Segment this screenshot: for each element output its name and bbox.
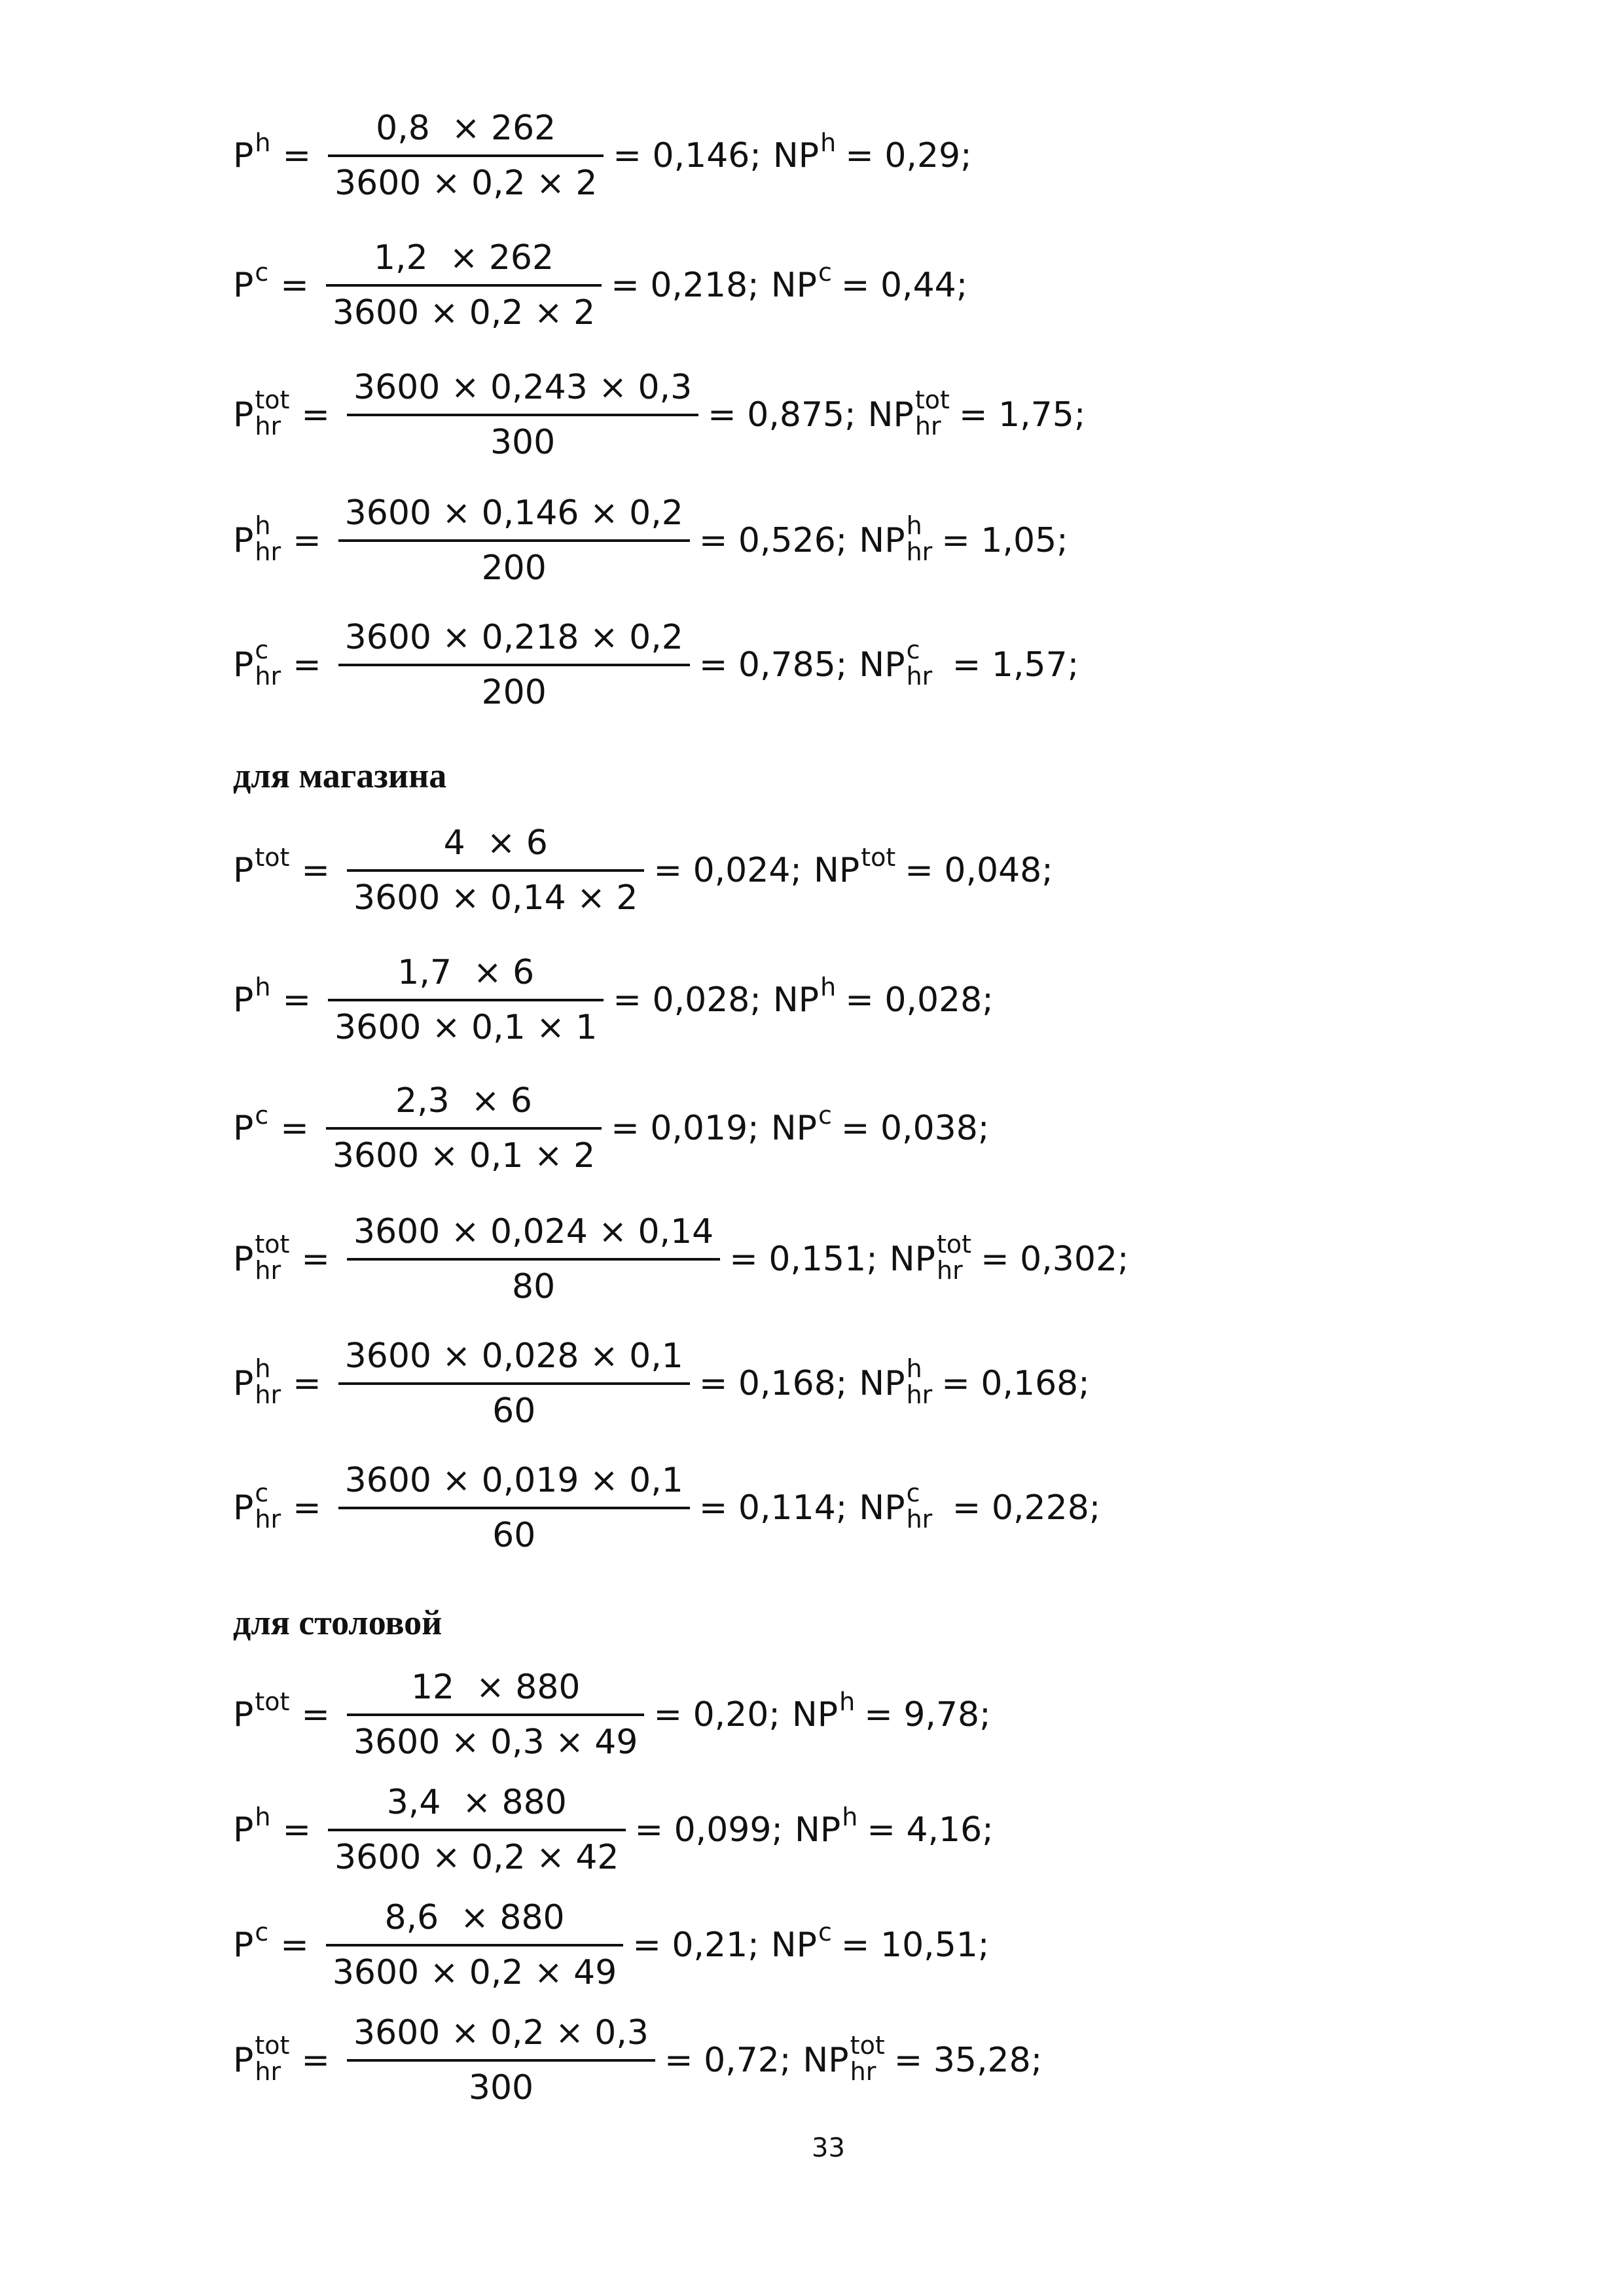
fraction [338, 618, 690, 712]
equals-sign: = [301, 1240, 330, 1279]
p-symbol-base: P [233, 1488, 254, 1528]
result-value: = 0,20; [653, 1695, 780, 1734]
p-symbol-indices [255, 387, 289, 440]
np-symbol-superscript: c [818, 258, 832, 287]
equals-sign: = [280, 1926, 309, 1965]
np-symbol-superscript: h [906, 511, 922, 541]
p-symbol [233, 1101, 269, 1148]
p-symbol-superscript: c [255, 258, 269, 287]
p-symbol-subscript: hr [255, 2057, 281, 2086]
fraction-denominator: 3600 × 0,2 × 2 [334, 164, 598, 203]
equation [233, 368, 1086, 462]
p-symbol-base: P [233, 851, 254, 890]
np-value: = 4,16; [867, 1810, 994, 1850]
np-symbol-superscript: c [906, 636, 920, 665]
fraction-numerator: 4 × 6 [443, 823, 548, 863]
p-symbol-superscript: tot [255, 2031, 290, 2060]
np-value: = 0,302; [981, 1240, 1129, 1279]
p-symbol-base: P [233, 1695, 254, 1734]
fraction [338, 493, 690, 588]
np-symbol [772, 973, 837, 1020]
equals-sign: = [301, 395, 330, 435]
p-symbol [233, 511, 281, 567]
np-symbol-superscript: h [820, 128, 837, 157]
np-symbol-subscript: hr [850, 2057, 876, 2086]
equals-sign: = [293, 1488, 321, 1528]
page-number: 33 [812, 2133, 845, 2163]
fraction-denominator: 300 [468, 2068, 534, 2108]
fraction [328, 1783, 625, 1877]
result-value: = 0,019; [611, 1109, 759, 1148]
np-symbol-base: NP [803, 2041, 849, 2080]
p-symbol [233, 1918, 269, 1965]
p-symbol [233, 258, 269, 305]
fraction-denominator: 3600 × 0,1 × 2 [332, 1136, 596, 1175]
np-symbol-superscript: c [906, 1479, 920, 1508]
fraction [338, 1336, 690, 1431]
equals-sign: = [293, 645, 321, 685]
fraction-denominator: 200 [481, 673, 547, 712]
np-symbol-subscript: hr [906, 1505, 933, 1534]
p-symbol-superscript: tot [255, 843, 290, 872]
result-value: = 0,785; [698, 645, 848, 685]
result-value: = 0,72; [664, 2041, 791, 2080]
equation [233, 1336, 1090, 1431]
np-symbol-indices [907, 1356, 933, 1408]
p-symbol-indices [255, 1356, 281, 1408]
fraction-denominator: 3600 × 0,2 × 49 [332, 1953, 617, 1992]
equation [233, 953, 994, 1047]
p-symbol-base: P [233, 1810, 254, 1850]
fraction-numerator: 3600 × 0,028 × 0,1 [344, 1336, 683, 1376]
fraction-numerator: 3600 × 0,019 × 0,1 [344, 1461, 683, 1500]
p-symbol-subscript: hr [255, 412, 281, 440]
equals-sign: = [301, 1695, 330, 1734]
p-symbol-superscript: c [255, 636, 269, 665]
np-value: = 35,28; [893, 2041, 1043, 2080]
fraction [326, 1898, 623, 1992]
p-symbol [233, 2031, 290, 2087]
np-symbol-superscript: tot [914, 386, 950, 415]
p-symbol [233, 128, 271, 175]
section-heading-shop: для магазина [233, 756, 447, 795]
np-symbol-indices [907, 513, 933, 565]
np-value: = 0,028; [845, 980, 994, 1020]
np-symbol [813, 843, 896, 890]
np-symbol-base: NP [859, 1364, 905, 1403]
result-value: = 0,024; [653, 851, 802, 890]
result-value: = 0,146; [613, 136, 761, 175]
equation [233, 1668, 991, 1762]
fraction-numerator: 8,6 × 880 [384, 1898, 565, 1937]
np-symbol-base: NP [859, 645, 905, 685]
np-symbol-subscript: hr [914, 412, 941, 440]
fraction-numerator: 3600 × 0,243 × 0,3 [353, 368, 693, 407]
np-symbol-subscript: hr [906, 1380, 933, 1409]
equals-sign: = [282, 980, 312, 1020]
result-value: = 0,21; [632, 1926, 759, 1965]
fraction-numerator: 3600 × 0,2 × 0,3 [353, 2013, 649, 2053]
result-value: = 0,218; [611, 266, 759, 305]
equals-sign: = [301, 2041, 330, 2080]
np-symbol-superscript: tot [861, 843, 896, 872]
np-symbol [772, 128, 837, 175]
p-symbol [233, 1230, 290, 1285]
equation [233, 1212, 1129, 1306]
result-value: = 0,526; [698, 521, 848, 560]
np-symbol-base: NP [859, 521, 905, 560]
np-symbol [803, 2031, 885, 2087]
np-value: = 10,51; [840, 1926, 990, 1965]
equals-sign: = [280, 1109, 309, 1148]
np-value: = 0,228; [941, 1488, 1101, 1528]
np-value: = 0,038; [840, 1109, 990, 1148]
equation [233, 1461, 1101, 1555]
np-symbol [889, 1230, 972, 1285]
p-symbol-base: P [233, 521, 254, 560]
np-value: = 0,048; [905, 851, 1053, 890]
np-symbol-superscript: tot [850, 2031, 885, 2060]
np-symbol-superscript: h [842, 1803, 858, 1831]
fraction [328, 953, 604, 1047]
np-symbol-superscript: c [818, 1918, 832, 1946]
p-symbol [233, 1479, 281, 1534]
p-symbol-base: P [233, 395, 254, 435]
equals-sign: = [293, 521, 321, 560]
fraction-denominator: 3600 × 0,14 × 2 [353, 878, 638, 918]
p-symbol-base: P [233, 1926, 254, 1965]
fraction [326, 238, 602, 332]
np-symbol-base: NP [859, 1488, 905, 1528]
np-symbol-indices [937, 1232, 971, 1284]
equation [233, 1898, 990, 1992]
np-symbol-indices [915, 387, 950, 440]
np-symbol-superscript: h [906, 1354, 922, 1384]
np-value: = 1,57; [941, 645, 1079, 685]
p-symbol-superscript: tot [255, 386, 290, 415]
np-symbol [770, 1918, 832, 1965]
np-symbol-base: NP [772, 136, 820, 175]
p-symbol-superscript: h [255, 1803, 271, 1831]
np-value: = 0,29; [845, 136, 972, 175]
np-value: = 1,75; [958, 395, 1086, 435]
np-symbol-base: NP [791, 1695, 839, 1734]
equation [233, 823, 1053, 918]
p-symbol-base: P [233, 645, 254, 685]
fraction-numerator: 3600 × 0,218 × 0,2 [344, 618, 683, 657]
np-symbol-superscript: h [839, 1687, 856, 1716]
fraction-denominator: 3600 × 0,2 × 42 [334, 1838, 619, 1877]
fraction-numerator: 1,7 × 6 [397, 953, 535, 992]
result-value: = 0,099; [634, 1810, 783, 1850]
result-value: = 0,151; [729, 1240, 878, 1279]
p-symbol-superscript: c [255, 1918, 269, 1946]
equals-sign: = [301, 851, 330, 890]
result-value: = 0,168; [698, 1364, 848, 1403]
np-value: = 0,44; [840, 266, 968, 305]
np-symbol-base: NP [889, 1240, 935, 1279]
p-symbol [233, 1354, 281, 1410]
p-symbol-superscript: h [255, 973, 271, 1001]
fraction [347, 823, 644, 918]
np-symbol [770, 1101, 832, 1148]
equals-sign: = [282, 136, 312, 175]
np-symbol-base: NP [794, 1810, 841, 1850]
p-symbol-indices [255, 2033, 289, 2085]
p-symbol-superscript: c [255, 1101, 269, 1130]
fraction [347, 368, 698, 462]
p-symbol-subscript: hr [255, 1256, 281, 1285]
equation [233, 238, 968, 332]
section-heading-canteen: для столовой [233, 1603, 442, 1642]
np-symbol [859, 511, 933, 567]
p-symbol-base: P [233, 1240, 254, 1279]
p-symbol [233, 843, 290, 890]
equation [233, 493, 1068, 588]
fraction-denominator: 3600 × 0,2 × 2 [332, 293, 596, 332]
p-symbol [233, 1687, 290, 1734]
np-symbol-superscript: c [818, 1101, 832, 1130]
fraction-denominator: 3600 × 0,3 × 49 [353, 1723, 638, 1762]
fraction-numerator: 3600 × 0,146 × 0,2 [344, 493, 683, 533]
fraction [347, 1212, 720, 1306]
fraction-denominator: 60 [492, 1391, 536, 1431]
equation [233, 109, 972, 203]
p-symbol-base: P [233, 266, 254, 305]
p-symbol-superscript: tot [255, 1687, 290, 1716]
result-value: = 0,114; [698, 1488, 848, 1528]
fraction [326, 1081, 602, 1175]
np-symbol [859, 1354, 933, 1410]
np-symbol-base: NP [770, 1109, 817, 1148]
p-symbol [233, 1803, 271, 1850]
np-value: = 1,05; [941, 521, 1068, 560]
np-symbol-subscript: hr [937, 1256, 963, 1285]
p-symbol-base: P [233, 136, 254, 175]
p-symbol-superscript: tot [255, 1230, 290, 1259]
equals-sign: = [293, 1364, 321, 1403]
fraction [328, 109, 604, 203]
np-symbol [791, 1687, 856, 1734]
np-value: = 0,168; [941, 1364, 1090, 1403]
fraction-denominator: 300 [490, 423, 556, 462]
np-symbol [859, 636, 933, 691]
p-symbol-subscript: hr [255, 1380, 281, 1409]
result-value: = 0,875; [708, 395, 856, 435]
fraction [347, 2013, 655, 2108]
np-value: = 9,78; [864, 1695, 991, 1734]
result-value: = 0,028; [613, 980, 761, 1020]
equation [233, 1783, 994, 1877]
fraction-numerator: 12 × 880 [410, 1668, 581, 1707]
p-symbol-superscript: h [255, 128, 271, 157]
np-symbol-superscript: h [820, 973, 837, 1001]
np-symbol [770, 258, 832, 305]
fraction-numerator: 0,8 × 262 [376, 109, 556, 148]
fraction-denominator: 200 [481, 548, 547, 588]
p-symbol-subscript: hr [255, 1505, 281, 1534]
p-symbol-indices [255, 513, 281, 565]
p-symbol-base: P [233, 1109, 254, 1148]
np-symbol [794, 1803, 858, 1850]
np-symbol-indices [850, 2033, 885, 2085]
np-symbol-base: NP [770, 266, 817, 305]
p-symbol-subscript: hr [255, 662, 281, 691]
fraction-denominator: 60 [492, 1516, 536, 1555]
p-symbol [233, 386, 290, 441]
equation [233, 1081, 990, 1175]
np-symbol-indices [907, 637, 933, 690]
p-symbol [233, 973, 271, 1020]
p-symbol [233, 636, 281, 691]
fraction-numerator: 1,2 × 262 [373, 238, 554, 278]
p-symbol-indices [255, 637, 281, 690]
np-symbol [859, 1479, 933, 1534]
np-symbol [867, 386, 950, 441]
fraction-numerator: 3600 × 0,024 × 0,14 [353, 1212, 714, 1251]
p-symbol-indices [255, 1232, 289, 1284]
np-symbol-superscript: tot [937, 1230, 972, 1259]
p-symbol-base: P [233, 980, 254, 1020]
p-symbol-superscript: h [255, 511, 271, 541]
fraction-denominator: 80 [512, 1267, 556, 1306]
p-symbol-indices [255, 1480, 281, 1533]
p-symbol-base: P [233, 1364, 254, 1403]
p-symbol-base: P [233, 2041, 254, 2080]
np-symbol-subscript: hr [906, 537, 933, 566]
np-symbol-indices [907, 1480, 933, 1533]
fraction [347, 1668, 644, 1762]
fraction-numerator: 2,3 × 6 [395, 1081, 532, 1121]
fraction [338, 1461, 690, 1555]
np-symbol-base: NP [813, 851, 860, 890]
np-symbol-base: NP [770, 1926, 817, 1965]
np-symbol-base: NP [867, 395, 914, 435]
fraction-denominator: 3600 × 0,1 × 1 [334, 1008, 598, 1047]
np-symbol-subscript: hr [906, 662, 933, 691]
equation [233, 2013, 1043, 2108]
fraction-numerator: 3,4 × 880 [386, 1783, 567, 1822]
p-symbol-subscript: hr [255, 537, 281, 566]
equals-sign: = [282, 1810, 312, 1850]
equals-sign: = [280, 266, 309, 305]
p-symbol-superscript: h [255, 1354, 271, 1384]
equation [233, 618, 1079, 712]
np-symbol-base: NP [772, 980, 820, 1020]
p-symbol-superscript: c [255, 1479, 269, 1508]
